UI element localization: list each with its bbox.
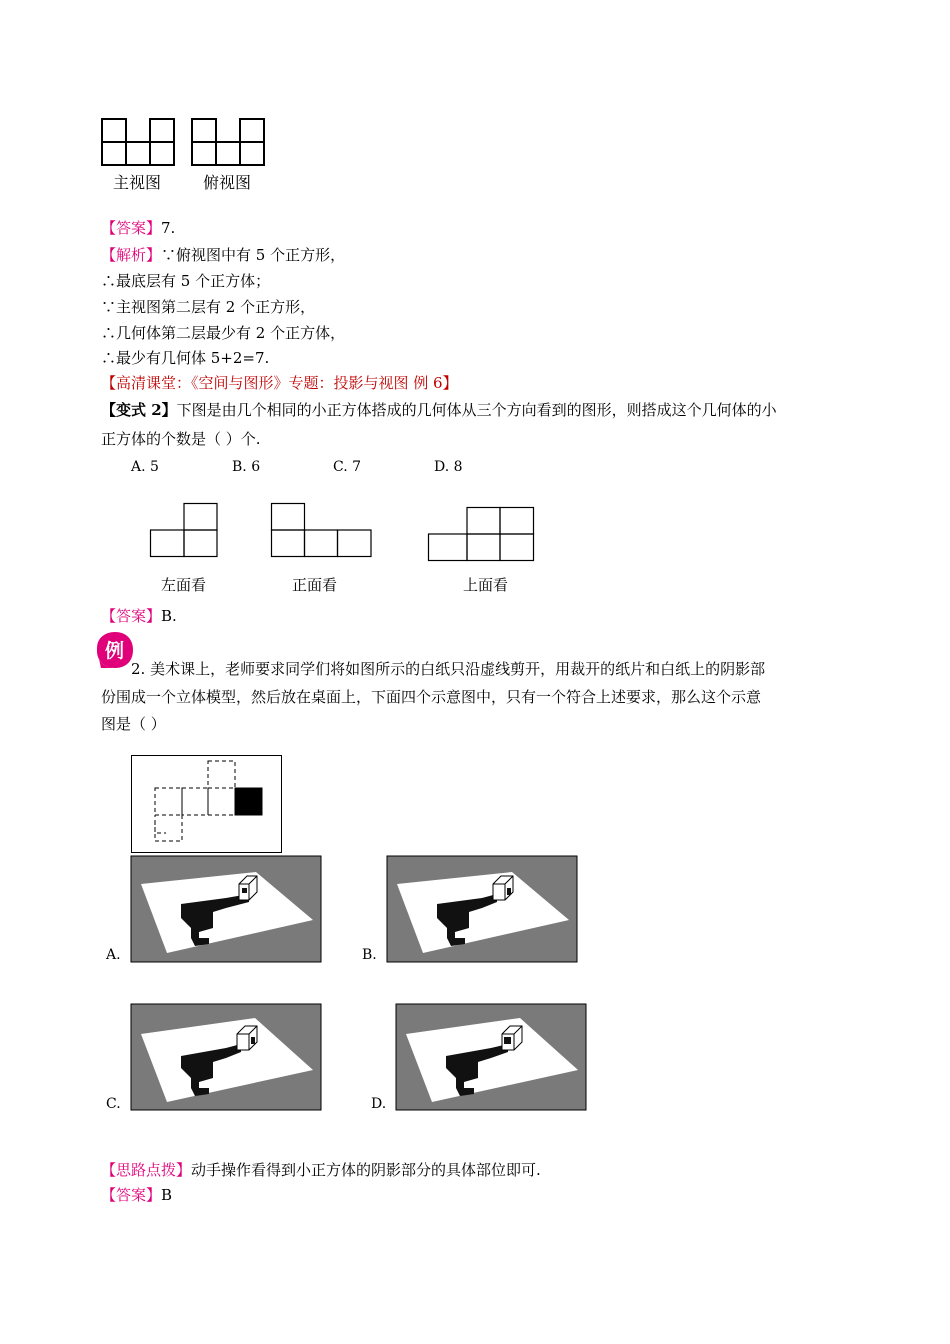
option-a: A. 5 xyxy=(131,459,159,475)
example-badge-text: 例 xyxy=(105,640,125,662)
top-view-figure-2 xyxy=(428,507,534,561)
hint-text: 动手操作看得到小正方体的阴影部分的具体部位即可. xyxy=(191,1161,541,1179)
front-view-label-2: 正面看 xyxy=(292,576,338,594)
choice-d-label: D. xyxy=(371,1096,387,1112)
hint-line xyxy=(101,1159,541,1181)
example-question-line-1: 2. 美术课上，老师要求同学们将如图所示的白纸只沿虚线剪开，用裁开的纸片和白纸上的阴影部 xyxy=(131,660,766,678)
left-view-label: 左面看 xyxy=(161,576,207,594)
variant-options xyxy=(131,456,463,478)
choice-c-figure[interactable] xyxy=(131,1004,321,1110)
front-view-figure-2 xyxy=(271,503,372,557)
analysis-line-3: ∵主视图第二层有 2 个正方形， xyxy=(101,298,316,316)
variant-question-line-1: 【变式 2】下图是由几个相同的小正方体搭成的几何体从三个方向看到的图形，则搭成这个几何体的小 xyxy=(101,401,777,419)
example-badge xyxy=(95,630,135,670)
classroom-reference: 【高清课堂：《空间与图形》专题：投影与视图 例 6】 xyxy=(101,374,458,392)
paper-net-figure xyxy=(131,755,282,853)
variant-question-line-2: 正方体的个数是（ ）个. xyxy=(101,430,261,448)
top-view-figure xyxy=(191,118,265,166)
left-view-figure xyxy=(150,503,218,557)
variant-tag: 【变式 2】 xyxy=(101,401,177,419)
choice-b-figure[interactable] xyxy=(387,856,577,962)
choice-c-label: C. xyxy=(106,1096,121,1112)
example-question-line-2: 份围成一个立体模型，然后放在桌面上，下面四个示意图中，只有一个符合上述要求，那么这个示意 xyxy=(101,688,762,706)
analysis-line-5: ∴最少有几何体 5+2=7. xyxy=(101,349,270,367)
analysis-line-4: ∴几何体第二层最少有 2 个正方体， xyxy=(101,324,346,342)
answer-line xyxy=(101,217,175,239)
answer-line-2: 【答案】B. xyxy=(101,607,177,625)
analysis-line-1: 【解析】∵俯视图中有 5 个正方形， xyxy=(101,246,346,264)
analysis-tag: 【解析】 xyxy=(101,246,162,264)
top-view-label: 俯视图 xyxy=(203,173,252,192)
choice-b-label: B. xyxy=(362,947,377,963)
choice-a-figure[interactable] xyxy=(131,856,321,962)
example-question-line-3: 图是（ ） xyxy=(101,715,166,733)
answer-text: 7. xyxy=(161,219,176,237)
choice-d-figure[interactable] xyxy=(396,1004,586,1110)
top-view-label-2: 上面看 xyxy=(463,576,509,594)
option-b: B. 6 xyxy=(232,459,261,475)
option-d: D. 8 xyxy=(434,459,463,475)
option-c: C. 7 xyxy=(333,459,362,475)
front-view-figure xyxy=(101,118,175,166)
choice-a-label: A. xyxy=(106,947,121,963)
front-view-label: 主视图 xyxy=(113,173,162,192)
answer-line-3: 【答案】B xyxy=(101,1186,173,1204)
hint-tag: 【思路点拨】 xyxy=(101,1161,192,1179)
answer-tag: 【答案】 xyxy=(101,219,162,237)
analysis-line-2: ∴最底层有 5 个正方体； xyxy=(101,272,271,290)
